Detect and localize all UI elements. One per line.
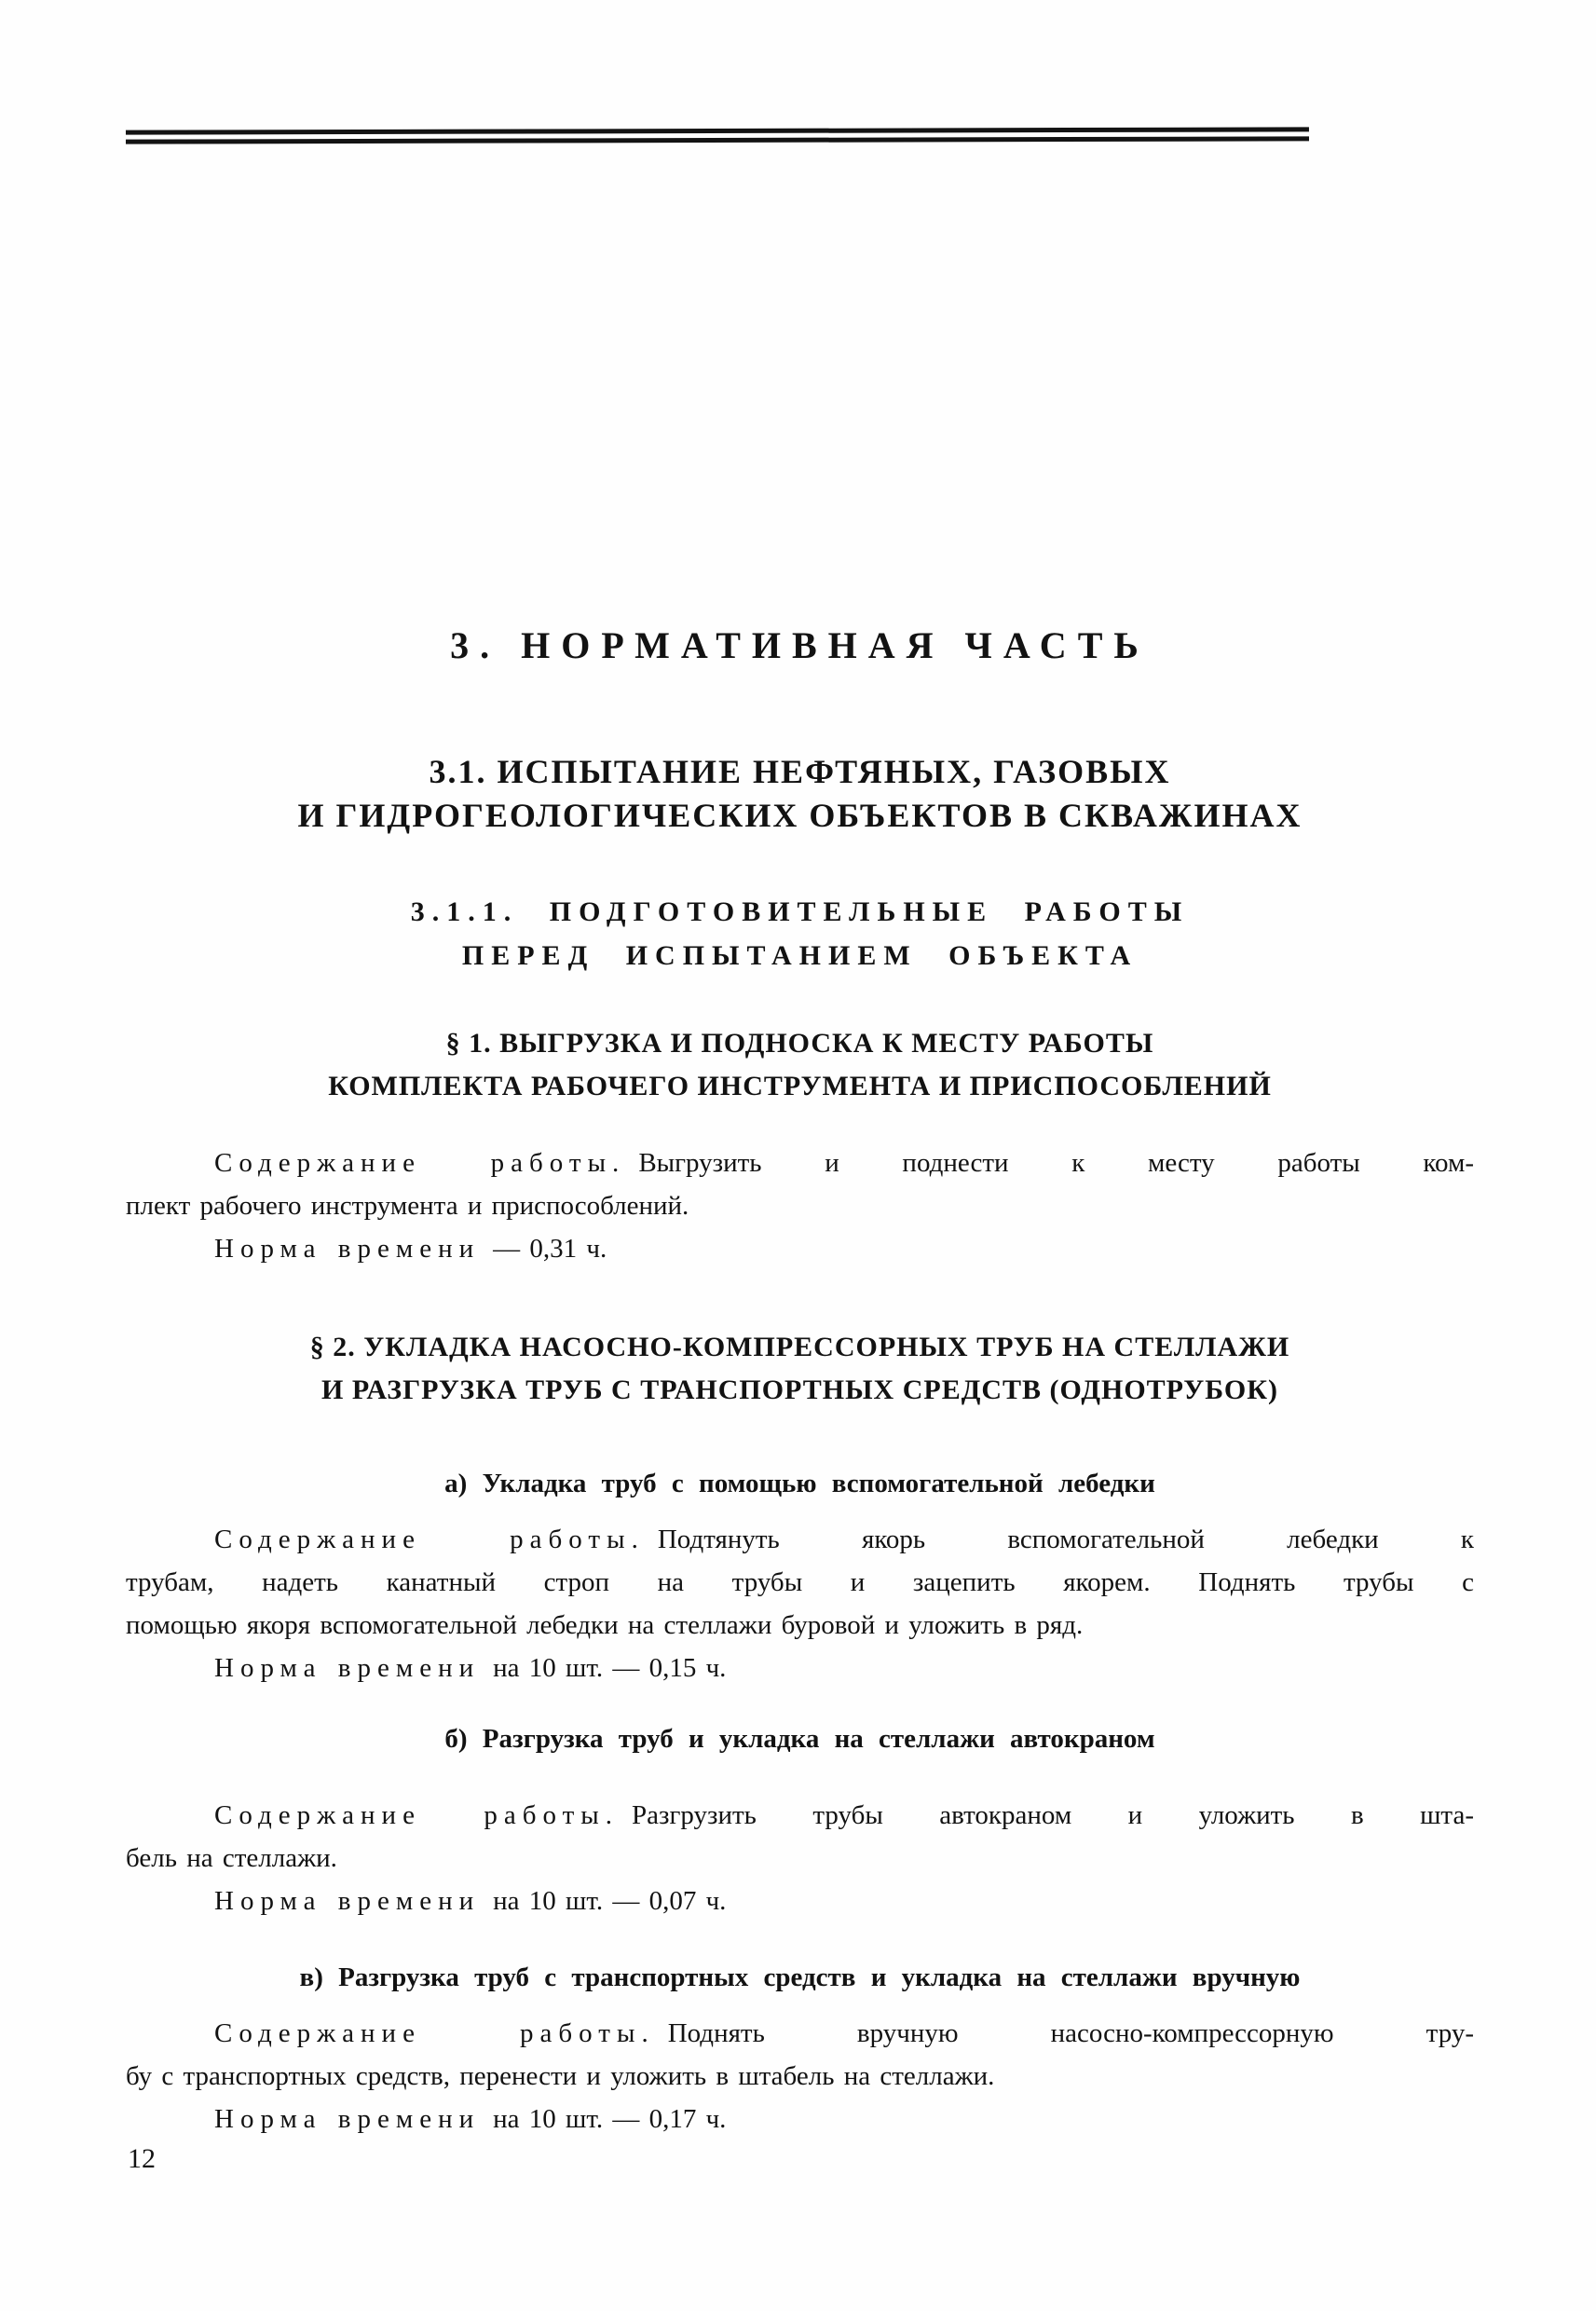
work-content-line: бель на стеллажи. [126,1843,337,1873]
norm-time-line [126,1647,1474,1689]
subsection-title-line-1: 3.1.1. ПОДГОТОВИТЕЛЬНЫЕ РАБОТЫ [410,896,1190,927]
work-content-line: бу с транспортных средств, перенести и уложить в штабель на стеллажи. [126,2061,995,2091]
paragraph-2-heading-line-1: § 2. УКЛАДКА НАСОСНО-КОМПРЕССОРНЫХ ТРУБ НА СТЕЛЛАЖИ [309,1332,1290,1362]
paragraph-2-heading-line-2: И РАЗГРУЗКА ТРУБ С ТРАНСПОРТНЫХ СРЕДСТВ (ОДНОТРУБОК) [321,1374,1278,1405]
section-title [126,750,1474,838]
norm-time-value: на 10 шт. — 0,17 ч. [493,2104,727,2134]
norm-time-label: Норма времени [214,2104,481,2134]
norm-time-value: на 10 шт. — 0,15 ч. [493,1653,727,1683]
work-content-line: трубам, надеть канатный строп на трубы и зацепить якорем. Поднять трубы с [126,1567,1474,1597]
top-double-rule [126,127,1309,144]
page-number: 12 [128,2143,156,2174]
work-content-line [126,2012,1474,2055]
section-title-line-2: И ГИДРОГЕОЛОГИЧЕСКИХ ОБЪЕКТОВ В СКВАЖИНАХ [297,797,1303,834]
work-content-label: Содержание работы. [214,1148,626,1178]
work-content-label: Содержание работы. [214,1800,620,1830]
work-content-line: помощью якоря вспомогательной лебедки на стеллажи буровой и уложить в ряд. [126,1610,1084,1640]
norm-time-line [126,1880,1474,1922]
paragraph-1-body [126,1142,1474,1270]
paragraph-1-heading-line-2: КОМПЛЕКТА РАБОЧЕГО ИНСТРУМЕНТА И ПРИСПОСОБЛЕНИЙ [328,1071,1272,1101]
subitem-a-body [126,1518,1474,1689]
paragraph-1-heading-line-1: § 1. ВЫГРУЗКА И ПОДНОСКА К МЕСТУ РАБОТЫ [445,1028,1154,1059]
work-content-line [126,1142,1474,1184]
work-content-line [126,1518,1474,1561]
work-content-line: плект рабочего инструмента и приспособлений. [126,1191,689,1221]
subitem-b-body [126,1794,1474,1922]
work-content-line [126,1794,1474,1837]
norm-time-value: — 0,31 ч. [493,1234,607,1264]
norm-time-label: Норма времени [214,1234,481,1264]
paragraph-2-heading [126,1326,1474,1412]
work-content-text: Поднять вручную насосно-компрессорную тру- [667,2018,1474,2048]
subitem-b-heading: б) Разгрузка труб и укладка на стеллажи автокраном [444,1724,1155,1754]
work-content-text: Подтянуть якорь вспомогательной лебедки к [657,1525,1475,1554]
subsection-title-line-2: ПЕРЕД ИСПЫТАНИЕМ ОБЪЕКТА [461,940,1139,971]
norm-time-label: Норма времени [214,1886,481,1916]
work-content-label: Содержание работы. [214,1525,645,1554]
subitem-a-heading: а) Укладка труб с помощью вспомогательной лебедки [444,1469,1155,1498]
subsection-title [126,890,1474,978]
norm-time-line [126,1227,1474,1270]
norm-time-value: на 10 шт. — 0,07 ч. [493,1886,727,1916]
chapter-title: 3. НОРМАТИВНАЯ ЧАСТЬ [450,624,1150,666]
norm-time-line [126,2098,1474,2140]
work-content-text: Выгрузить и поднести к месту работы ком- [638,1148,1474,1178]
work-content-text: Разгрузить трубы автокраном и уложить в шта- [632,1800,1474,1830]
section-title-line-1: 3.1. ИСПЫТАНИЕ НЕФТЯНЫХ, ГАЗОВЫХ [429,753,1171,790]
paragraph-1-heading [126,1022,1474,1108]
work-content-label: Содержание работы. [214,2018,655,2048]
norm-time-label: Норма времени [214,1653,481,1683]
subitem-c-heading: в) Разгрузка труб с транспортных средств и укладка на стеллажи вручную [299,1962,1301,1992]
subitem-c-body [126,2012,1474,2140]
